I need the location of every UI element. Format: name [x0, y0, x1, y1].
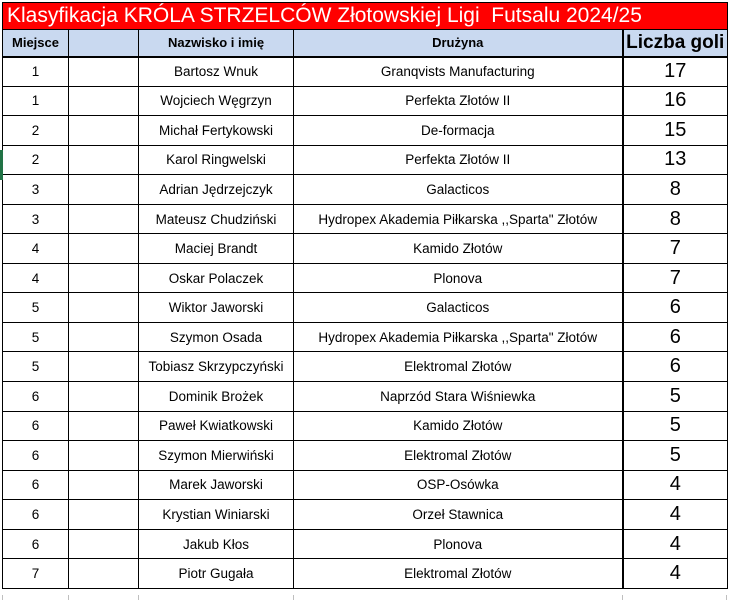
logo-cell[interactable] [69, 204, 139, 234]
goals-cell[interactable]: 8 [623, 204, 728, 234]
gridline [622, 595, 623, 600]
table-row [3, 441, 728, 471]
team-cell[interactable]: Hydropex Akademia Piłkarska ,,Sparta" Złotów [294, 322, 623, 352]
goals-cell[interactable]: 4 [623, 470, 728, 500]
team-cell[interactable]: Elektromal Złotów [294, 559, 623, 589]
table-row [3, 382, 728, 412]
logo-cell[interactable] [69, 500, 139, 530]
logo-cell[interactable] [69, 116, 139, 146]
goals-cell[interactable]: 16 [623, 86, 728, 116]
place-cell[interactable]: 7 [3, 559, 69, 589]
table-row [3, 57, 728, 87]
place-cell[interactable]: 5 [3, 293, 69, 323]
logo-cell[interactable] [69, 86, 139, 116]
table-title[interactable]: Klasyfikacja KRÓLA STRZELCÓW Złotowskiej Ligi Futsalu 2024/25 [3, 3, 728, 30]
table-row [3, 529, 728, 559]
table-row [3, 204, 728, 234]
logo-cell[interactable] [69, 175, 139, 205]
team-cell[interactable]: Perfekta Złotów II [294, 86, 623, 116]
place-cell[interactable]: 6 [3, 529, 69, 559]
logo-cell[interactable] [69, 145, 139, 175]
player-name-cell[interactable]: Dominik Brożek [139, 382, 294, 412]
goals-cell[interactable]: 15 [623, 116, 728, 146]
logo-cell[interactable] [69, 559, 139, 589]
goals-cell[interactable]: 6 [623, 293, 728, 323]
goals-cell[interactable]: 6 [623, 322, 728, 352]
team-cell[interactable]: Galacticos [294, 175, 623, 205]
header-goals[interactable]: Liczba goli [623, 30, 728, 57]
logo-cell[interactable] [69, 470, 139, 500]
header-name[interactable]: Nazwisko i imię [139, 30, 294, 57]
player-name-cell[interactable]: Mateusz Chudziński [139, 204, 294, 234]
gridline [726, 595, 727, 600]
logo-cell[interactable] [69, 441, 139, 471]
logo-cell[interactable] [69, 411, 139, 441]
place-cell[interactable]: 6 [3, 441, 69, 471]
place-cell[interactable]: 5 [3, 352, 69, 382]
place-cell[interactable]: 6 [3, 382, 69, 412]
goals-cell[interactable]: 4 [623, 500, 728, 530]
player-name-cell[interactable]: Wojciech Węgrzyn [139, 86, 294, 116]
table-row [3, 470, 728, 500]
table-row [3, 411, 728, 441]
active-cell-selection-marker [0, 150, 3, 180]
team-cell[interactable]: Elektromal Złotów [294, 352, 623, 382]
team-cell[interactable]: Elektromal Złotów [294, 441, 623, 471]
goals-cell[interactable]: 7 [623, 263, 728, 293]
team-cell[interactable]: De-formacja [294, 116, 623, 146]
goals-cell[interactable]: 5 [623, 382, 728, 412]
player-name-cell[interactable]: Piotr Gugała [139, 559, 294, 589]
place-cell[interactable]: 3 [3, 175, 69, 205]
player-name-cell[interactable]: Krystian Winiarski [139, 500, 294, 530]
player-name-cell[interactable]: Oskar Polaczek [139, 263, 294, 293]
header-place[interactable]: Miejsce [3, 30, 69, 57]
team-cell[interactable]: Naprzód Stara Wiśniewka [294, 382, 623, 412]
goals-cell[interactable]: 5 [623, 441, 728, 471]
goals-cell[interactable]: 5 [623, 411, 728, 441]
table-header-row [3, 30, 728, 57]
goals-cell[interactable]: 4 [623, 559, 728, 589]
team-cell[interactable]: Orzeł Stawnica [294, 500, 623, 530]
team-cell[interactable]: Hydropex Akademia Piłkarska ,,Sparta" Złotów [294, 204, 623, 234]
player-name-cell[interactable]: Marek Jaworski [139, 470, 294, 500]
place-cell[interactable]: 4 [3, 263, 69, 293]
table-row [3, 293, 728, 323]
player-name-cell[interactable]: Szymon Osada [139, 322, 294, 352]
table-row [3, 145, 728, 175]
logo-cell[interactable] [69, 234, 139, 264]
header-logo[interactable] [69, 30, 139, 57]
player-name-cell[interactable]: Tobiasz Skrzypczyński [139, 352, 294, 382]
logo-cell[interactable] [69, 57, 139, 87]
scorers-table [2, 2, 728, 589]
team-cell[interactable]: Galacticos [294, 293, 623, 323]
table-row [3, 86, 728, 116]
player-name-cell[interactable]: Wiktor Jaworski [139, 293, 294, 323]
goals-cell[interactable]: 8 [623, 175, 728, 205]
place-cell[interactable]: 1 [3, 57, 69, 87]
gridline [2, 595, 3, 600]
partial-next-row-gridlines [0, 595, 730, 600]
player-name-cell[interactable]: Paweł Kwiatkowski [139, 411, 294, 441]
goals-cell[interactable]: 13 [623, 145, 728, 175]
logo-cell[interactable] [69, 352, 139, 382]
logo-cell[interactable] [69, 529, 139, 559]
player-name-cell[interactable]: Szymon Mierwiński [139, 441, 294, 471]
logo-cell[interactable] [69, 293, 139, 323]
player-name-cell[interactable]: Maciej Brandt [139, 234, 294, 264]
place-cell[interactable]: 6 [3, 500, 69, 530]
place-cell[interactable]: 5 [3, 322, 69, 352]
place-cell[interactable]: 2 [3, 145, 69, 175]
goals-cell[interactable]: 6 [623, 352, 728, 382]
place-cell[interactable]: 3 [3, 204, 69, 234]
gridline [68, 595, 69, 600]
team-cell[interactable]: Perfekta Złotów II [294, 145, 623, 175]
player-name-cell[interactable]: Bartosz Wnuk [139, 57, 294, 87]
table-row [3, 263, 728, 293]
table-row [3, 559, 728, 589]
table-row [3, 500, 728, 530]
goals-cell[interactable]: 4 [623, 529, 728, 559]
table-title-row [3, 3, 728, 30]
table-row [3, 116, 728, 146]
place-cell[interactable]: 2 [3, 116, 69, 146]
place-cell[interactable]: 1 [3, 86, 69, 116]
team-cell[interactable]: Granqvists Manufacturing [294, 57, 623, 87]
gridline [293, 595, 294, 600]
gridline [138, 595, 139, 600]
team-cell[interactable]: Kamido Złotów [294, 234, 623, 264]
goals-cell[interactable]: 17 [623, 57, 728, 87]
player-name-cell[interactable]: Michał Fertykowski [139, 116, 294, 146]
logo-cell[interactable] [69, 382, 139, 412]
team-cell[interactable]: Plonova [294, 529, 623, 559]
player-name-cell[interactable]: Jakub Kłos [139, 529, 294, 559]
goals-cell[interactable]: 7 [623, 234, 728, 264]
team-cell[interactable]: Plonova [294, 263, 623, 293]
logo-cell[interactable] [69, 263, 139, 293]
table-row [3, 234, 728, 264]
header-team[interactable]: Drużyna [294, 30, 623, 57]
place-cell[interactable]: 6 [3, 411, 69, 441]
team-cell[interactable]: Kamido Złotów [294, 411, 623, 441]
place-cell[interactable]: 6 [3, 470, 69, 500]
player-name-cell[interactable]: Adrian Jędrzejczyk [139, 175, 294, 205]
place-cell[interactable]: 4 [3, 234, 69, 264]
table-row [3, 352, 728, 382]
table-row [3, 175, 728, 205]
table-row [3, 322, 728, 352]
logo-cell[interactable] [69, 322, 139, 352]
team-cell[interactable]: OSP-Osówka [294, 470, 623, 500]
player-name-cell[interactable]: Karol Ringwelski [139, 145, 294, 175]
